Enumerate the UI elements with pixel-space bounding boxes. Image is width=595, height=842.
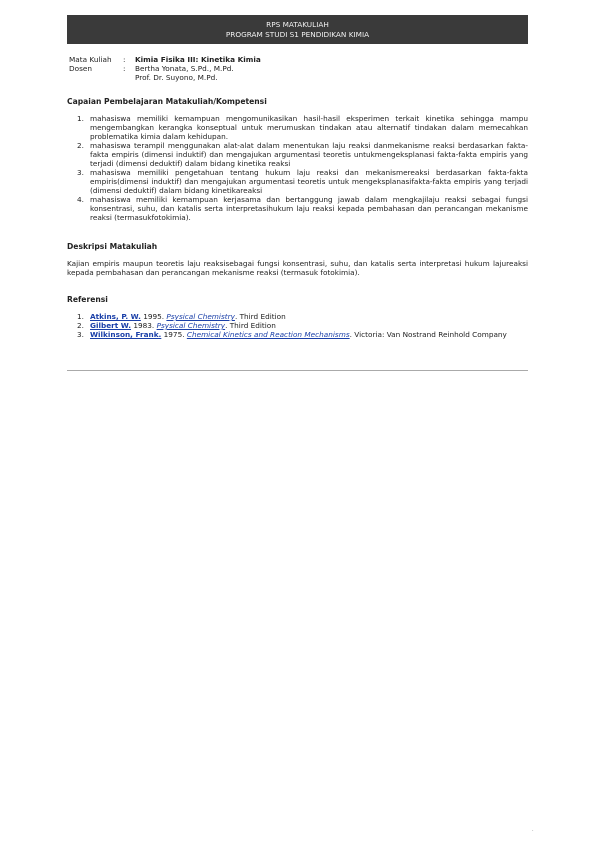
lecturer-label: Dosen [69,64,92,73]
course-row [67,55,528,64]
lecturer-names [135,64,528,82]
page-marker: . [532,827,534,833]
course-label: Mata Kuliah [69,55,112,64]
lecturer-name: Bertha Yonata, S.Pd., M.Pd. [135,64,234,73]
colon: : [123,55,126,64]
reference-author-link[interactable]: Wilkinson, Frank. [90,330,162,339]
reference-title-link[interactable]: Psysical Chemistry [166,312,235,321]
reference-item: 1. Atkins, P. W. 1995. Psysical Chemistry. Third Edition [77,312,286,321]
references-heading: Referensi [67,295,108,304]
reference-title-link[interactable]: Chemical Kinetics and Reaction Mechanisms [186,330,350,339]
description-text: Kajian empiris maupun teoretis laju reaksisebagai fungsi konsentrasi, suhu, dan katalis serta interpretasi hukum lajureaksi kepada pembahasan dan perancangan mekanisme reaksi (termasuk fotokimia). [67,259,528,277]
colon: : [123,64,126,73]
course-meta [67,55,528,82]
description-heading: Deskripsi Matakuliah [67,242,158,251]
header-title: RPS MATAKULIAH [266,20,329,29]
list-item: 4. mahasiswa memiliki kemampuan kerjasama dan bertanggung jawab dalam mengkajilaju reaksi sebagai fungsi konsentrasi, suhu, dan katalis serta interpretasihukum laju reaksi kepada pembahasan dan perancangan mekanisme reaksi (termasukfotokimia). [77,195,528,222]
cpl-heading: Capaian Pembelajaran Matakuliah/Kompetensi [67,97,267,106]
lecturer-row [67,64,528,82]
reference-title-link[interactable]: Psysical Chemistry [156,321,226,330]
footer-divider [67,370,528,371]
header-subtitle: PROGRAM STUDI S1 PENDIDIKAN KIMIA [225,29,370,39]
reference-item: 2. Gilbert W. 1983. Psysical Chemistry. Third Edition [77,321,276,330]
course-name: Kimia Fisika III: Kinetika Kimia [135,55,261,64]
reference-item: 3. Wilkinson, Frank. 1975. Chemical Kinetics and Reaction Mechanisms. Victoria: Van Nostrand Reinhold Company [77,330,507,339]
references-list [67,312,528,339]
reference-author-link[interactable]: Gilbert W. [90,321,132,330]
lecturer-name: Prof. Dr. Suyono, M.Pd. [135,73,218,82]
list-item: 1. mahasiswa memiliki kemampuan mengomunikasikan hasil-hasil eksperimen terkait kinetika sehingga mampu mengembangkan kerangka konseptual untuk merumuskan tindakan atau alternatif tindakan dalam memecahkan problematika kimia dalam kehidupan. [77,114,528,141]
list-item: 2. mahasiswa terampil menggunakan alat-alat dalam menentukan laju reaksi danmekanisme reaksi berdasarkan fakta-fakta empiris (dimensi induktif) dan mengajukan argumentasi teoretis untukmengeksplanasi fakta-fakta empiris yang terjadi (dimensi deduktif) dalam bidang kinetika reaksi [77,141,528,168]
document-header [67,15,528,44]
reference-author-link[interactable]: Atkins, P. W. [90,312,141,321]
cpl-list [67,114,528,222]
list-item: 3. mahasiswa memiliki pengetahuan tentang hukum laju reaksi dan mekanismereaksi berdasarkan fakta-fakta empiris(dimensi induktif) dan mengajukan argumentasi teoretis untuk mengeksplanasifakta-fakta empiris yang terjadi (dimensi deduktif) dalam bidang kinetikareaksi [77,168,528,195]
